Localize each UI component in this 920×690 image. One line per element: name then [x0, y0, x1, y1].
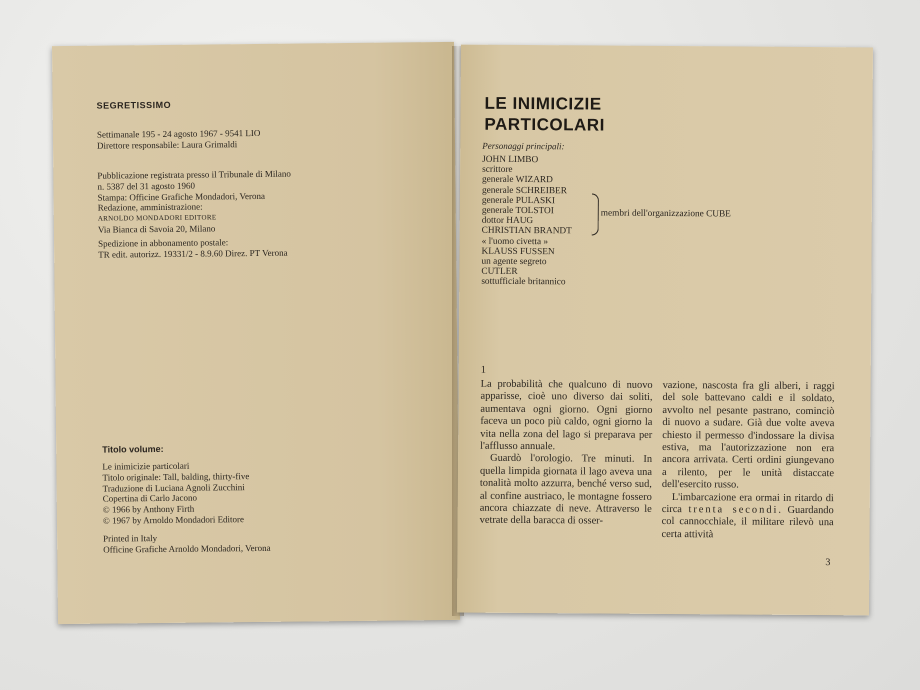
printed-line: Officine Grafiche Arnoldo Mondadori, Verona: [103, 542, 271, 555]
series-name: SEGRETISSIMO: [96, 99, 172, 111]
title-line: PARTICOLARI: [484, 114, 605, 135]
character-entry: un agente segreto: [481, 256, 547, 268]
character-entry: generale PULASKI: [481, 195, 556, 207]
publishing-line: TR edit. autorizz. 19331/2 - 8.9.60 Direz. PT Verona: [98, 247, 288, 260]
left-page: [52, 42, 460, 624]
curly-brace-icon: [592, 193, 599, 235]
character-entry: dottor HAUG: [481, 215, 534, 227]
paragraph: [662, 492, 834, 543]
character-entry: CUTLER: [481, 266, 518, 278]
characters-list: [481, 155, 572, 288]
publishing-info: [97, 169, 291, 260]
printed-line: Printed in Italy: [103, 533, 158, 544]
title-line: LE INIMICIZIE: [484, 93, 602, 114]
volume-line: Traduzione di Luciana Agnoli Zucchini: [102, 481, 245, 494]
characters-heading: Personaggi principali:: [482, 140, 565, 152]
printed-info: [103, 532, 271, 555]
character-entry: « l'uomo civetta »: [481, 236, 549, 247]
character-entry: generale TOLSTOI: [481, 205, 554, 217]
character-entry: generale SCHREIBER: [481, 185, 567, 196]
volume-line: Le inimicizie particolari: [102, 460, 190, 472]
character-entry: generale WIZARD: [482, 175, 553, 186]
publishing-line: n. 5387 del 31 agosto 1960: [97, 180, 196, 192]
paragraph: La probabilità che qualcuno di nuovo apparisse, cioè uno diverso dai soliti, aumentava ogni giorno. Ogni giorno faceva un poco più caldo, ogni giorno la vita nella zona del lago si preparava per l'afflusso annuale.: [480, 378, 653, 453]
brace-label: membri dell'organizzazione CUBE: [600, 208, 731, 220]
character-entry: JOHN LIMBO: [482, 154, 539, 166]
volume-line: © 1966 by Anthony Firth: [102, 503, 195, 515]
volume-line: © 1967 by Arnoldo Mondadori Editore: [102, 514, 245, 526]
paragraph-text: . Guardando col cannocchiale, il militare rilevò una certa attività: [661, 504, 834, 541]
volume-line: Titolo originale: Tall, balding, thirty-five: [102, 470, 250, 483]
masthead-line: Settimanale 195 - 24 agosto 1967 - 9541 LIO: [96, 127, 261, 140]
paragraph-text: L'imbarcazione era ormai in ritardo di circa: [661, 491, 834, 516]
volume-line: Copertina di Carlo Jacono: [102, 493, 198, 505]
chapter-title: [484, 93, 605, 136]
publisher-name: ARNOLDO MONDADORI EDITORE: [97, 213, 217, 223]
text-column-left: [480, 379, 653, 529]
character-entry: KLAUSS FUSSEN: [481, 246, 555, 258]
chapter-number: 1: [480, 364, 486, 376]
publishing-line: Redazione, amministrazione:: [97, 201, 203, 214]
character-entry: sottufficiale britannico: [481, 277, 566, 288]
volume-info: [102, 460, 250, 526]
publishing-line: Pubblicazione registrata presso il Tribunale di Milano: [97, 168, 291, 181]
paragraph: vazione, nascosta fra gli alberi, i raggi del sole battevano caldi e il soldato, avvolto nel pesante pastrano, cominciò di nuovo a sudare. Già due volte aveva chiesto il permesso d'indossare la divisa estiva, ma l'autorizzazione non era ancora arrivata. Certi ordini giungevano a rilento, per le unità distaccate dell'esercito russo.: [661, 379, 835, 491]
spaced-text: trenta secondi: [688, 504, 779, 516]
masthead-line: Direttore responsabile: Laura Grimaldi: [96, 138, 238, 151]
character-entry: scrittore: [482, 164, 513, 176]
volume-heading: Titolo volume:: [102, 443, 164, 455]
publishing-line: Stampa: Officine Grafiche Mondadori, Verona: [97, 190, 265, 203]
text-column-right: [662, 380, 835, 542]
page-number: 3: [825, 557, 831, 569]
publishing-line: Via Bianca di Savoia 20, Milano: [97, 223, 216, 235]
character-entry: CHRISTIAN BRANDT: [481, 226, 572, 237]
right-page: [457, 45, 873, 616]
publishing-line: Spedizione in abbonamento postale:: [98, 237, 229, 249]
paragraph: Guardò l'orologio. Tre minuti. In quella limpida giornata il lago aveva una tonalità molto azzurra, benché verso sud, al confine austriaco, le montagne fossero ancora chiazzate di neve. Attraverso le vetrate della baracca di osser-: [479, 453, 653, 528]
masthead: [97, 128, 261, 151]
